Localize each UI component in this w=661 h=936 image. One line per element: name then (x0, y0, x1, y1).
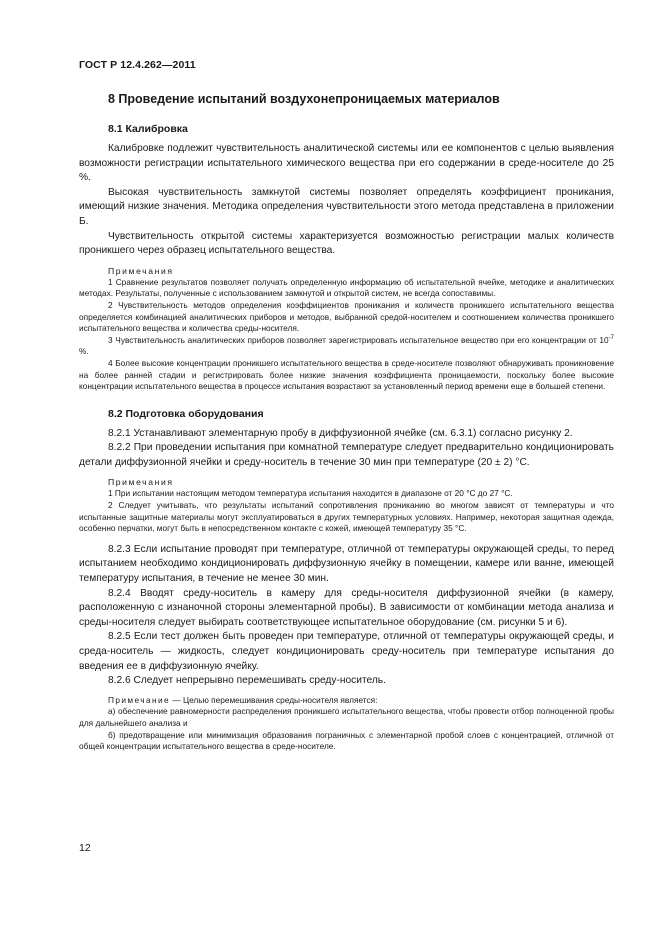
document-header: ГОСТ Р 12.4.262—2011 (79, 59, 196, 71)
note-title-inline: Примечание (108, 694, 171, 705)
subsection-title-equipment: 8.2 Подготовка оборудования (108, 407, 264, 420)
page-number: 12 (79, 842, 91, 854)
note: 1 При испытании настоящим методом температура испытания находится в диапазоне от 20 °С до 27 °С. (108, 488, 513, 499)
paragraph: Чувствительность открытой системы характеризуется возможностью регистрации малых количеств проникшего через образец испытательного вещества. (79, 230, 614, 257)
note: 4 Более высокие концентрации проникшего испытательного вещества в среде-носителе позволяют обнаруживать проникновение на более ранней стадии и регистрировать более низкие значения коэффициента проницаемости, поскольку более высокие концентрации испытательного вещества в процессе испытания возрастают за установленный период времени еще в большей степени. (79, 357, 614, 392)
section-title: 8 Проведение испытаний воздухонепроницаемых материалов (108, 92, 500, 106)
note (79, 335, 614, 358)
page-content (79, 90, 614, 761)
notes-block (79, 265, 614, 393)
paragraph: Калибровке подлежит чувствительность аналитической системы или ее компонентов с целью выявления возможности регистрации испытательного химического вещества при его содержании в среде-носителе до 25 %. (79, 143, 614, 184)
note-text: 3 Чувствительность аналитических приборов позволяет зарегистрировать испытательное вещество при его концентрации от 10 (108, 334, 609, 345)
notes-title: Примечания (108, 265, 174, 276)
note: 1 Сравнение результатов позволяет получать определенную информацию об испытательной ячейке, методике и аналитических методах. Результаты, полученные с использованием замкнутой и открытой систем, не всегда сопоставимы. (79, 276, 614, 299)
paragraph: 8.2.6 Следует непрерывно перемешивать среду-носитель. (108, 675, 386, 687)
note (79, 695, 614, 707)
subsection-title-calibration: 8.1 Калибровка (108, 123, 188, 135)
paragraph: 8.2.1 Устанавливают элементарную пробу в диффузионной ячейке (см. 6.3.1) согласно рисунку 2. (108, 427, 573, 439)
note-superscript: -7 (608, 334, 614, 341)
note-text: — Целью перемешивания среды-носителя является: (170, 694, 378, 705)
paragraph: 8.2.3 Если испытание проводят при температуре, отличной от температуры окружающей среды, то перед испытанием необходимо кондиционировать диффузионную ячейку в помещении, камере или ванне, имеющей температуру испытания, в течение не менее 30 мин. (79, 543, 614, 585)
note: 2 Следует учитывать, что результаты испытаний сопротивления прониканию во многом зависят от температуры и что испытанные защитные материалы могут эксплуатироваться в других температурных условиях. Например, некоторая защитная одежда, особенно перчатки, могут быть в непосредственном контакте с кожей, имеющей температуру 35 °С. (79, 500, 614, 534)
note: а) обеспечение равномерности распределения проникшего испытательного вещества, чтобы провести отбор полноценной пробы для дальнейшего анализа и (79, 706, 614, 728)
note: б) предотвращение или минимизация образования пограничных с элементарной пробой слоев с концентрацией, отличной от общей концентрации испытательного вещества в среде-носителе. (79, 729, 614, 752)
note-text: %. (79, 346, 89, 357)
paragraph: 8.2.5 Если тест должен быть проведен при температуре, отличной от температуры окружающей среды, и среда-носитель — жидкость, следует кондиционировать среду-носитель при температуре испытания до введения ее в диффузионную ячейку. (79, 631, 614, 672)
paragraph: 8.2.4 Вводят среду-носитель в камеру для среды-носителя диффузионной ячейки (в камеру, расположенную с изнаночной стороны элементарной пробы). В зависимости от комбинации метода анализа и среды-носителя следует выбирать соответствующее испытательное оборудование (см. рисунки 5 и 6). (79, 587, 614, 628)
paragraph: 8.2.2 При проведении испытания при комнатной температуре следует предварительно кондиционировать детали диффузионной ячейки и среду-носитель в течение 30 мин при температуре (20 ± 2) °С. (79, 442, 614, 468)
note: 2 Чувствительность методов определения коэффициентов проникания и количеств проникшего испытательного вещества определяется комбинацией аналитических приборов и методов, выбранной средой-носителем и соотношением количества проникшего испытательного вещества и количества среды-носителя. (79, 299, 614, 334)
notes-title: Примечания (108, 477, 174, 488)
paragraph: Высокая чувствительность замкнутой системы позволяет определять коэффициент проникания, имеющий низкие значения. Методика определения чувствительности этого метода представлена в приложении Б. (79, 186, 614, 227)
notes-block (79, 476, 614, 534)
final-notes-block (79, 695, 614, 753)
